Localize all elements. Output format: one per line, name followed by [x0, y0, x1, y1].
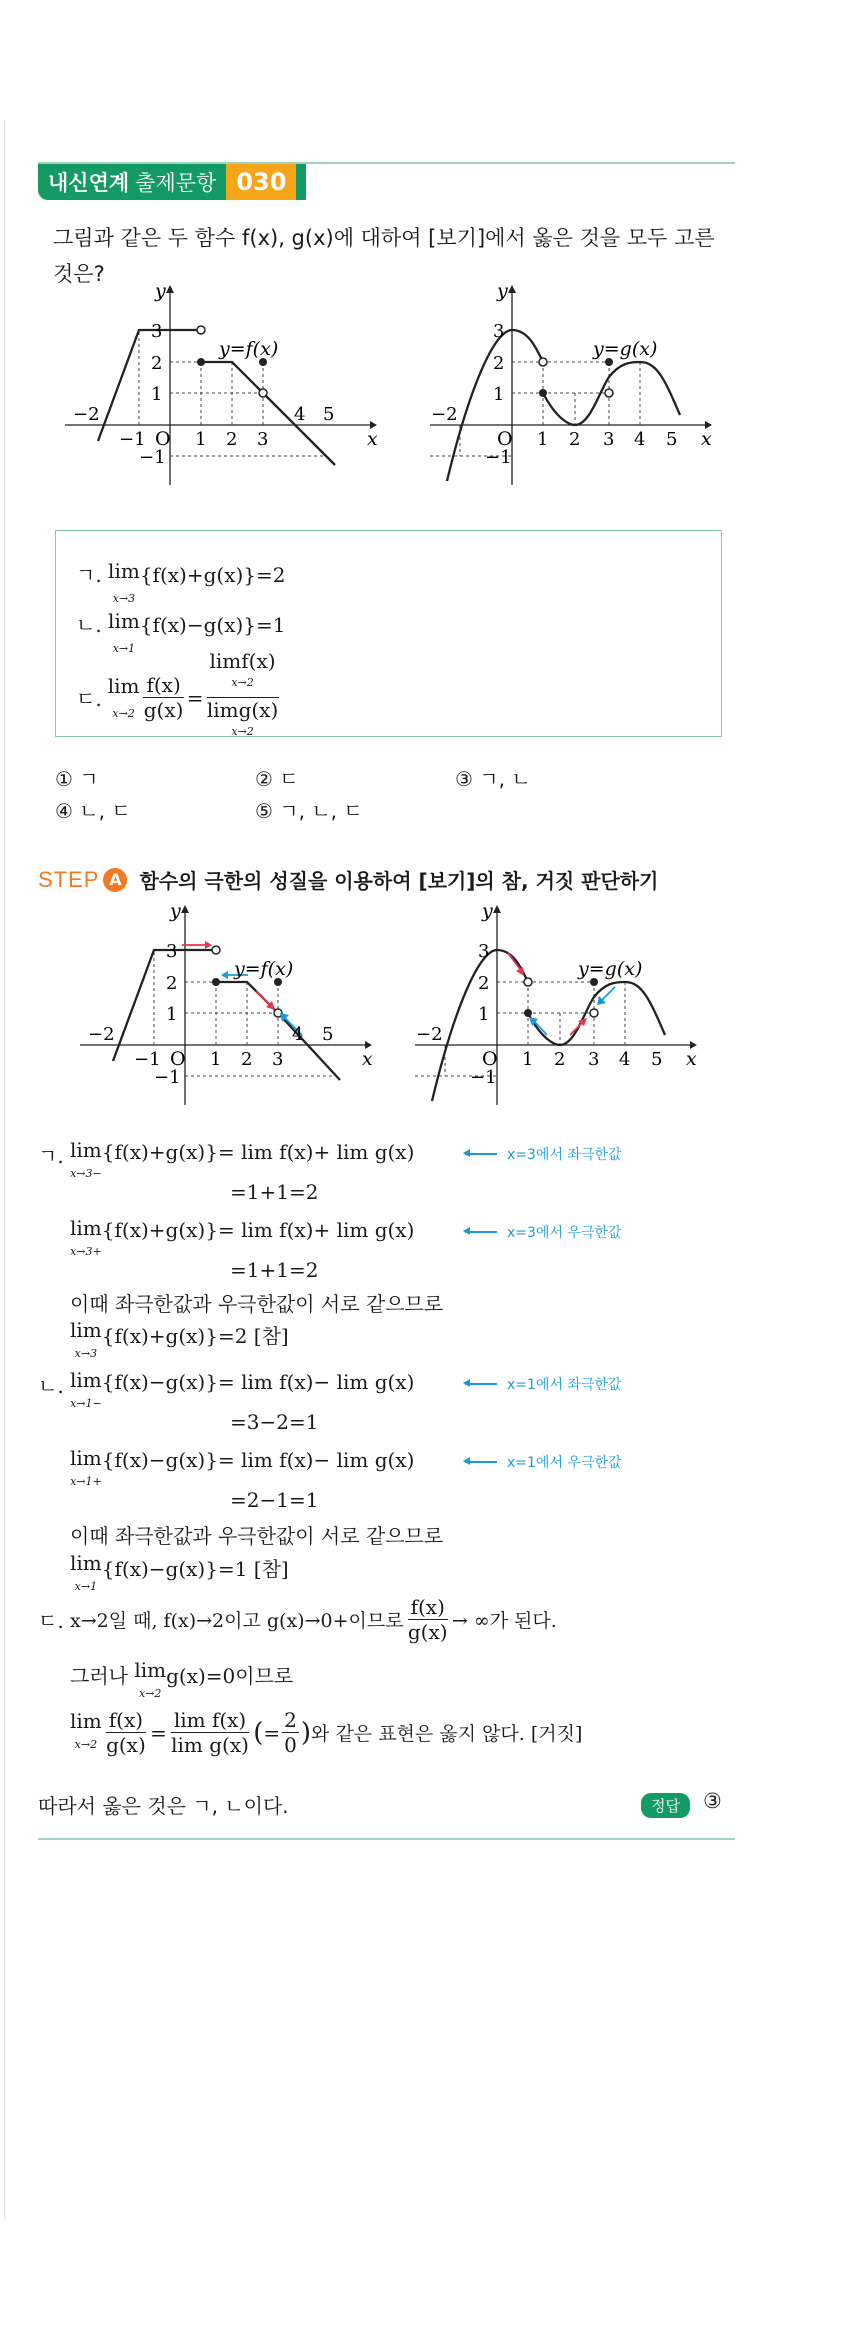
g-tick-y3: −1 [485, 447, 512, 468]
f-tick-x5: 4 [294, 404, 306, 425]
header-sub-label: 출제문항 [135, 171, 217, 195]
gs-tick-x4: 4 [619, 1049, 631, 1070]
g-y-label: y [497, 280, 508, 302]
graph-g-question [425, 280, 715, 495]
sol-b-mark: ㄴ. [38, 1374, 64, 1398]
g-title: y=g(x) [593, 338, 658, 360]
fs-tick-y1: 2 [166, 973, 178, 994]
graph-f-question [55, 280, 378, 495]
f-tick-x4: 3 [257, 429, 269, 450]
note-b1: x=1에서 좌극한값 [465, 1374, 622, 1394]
fs-tick-y2: 1 [166, 1004, 178, 1025]
choice-3[interactable]: ③ ㄱ, ㄴ [455, 767, 531, 791]
f-tick-x6: 5 [323, 404, 335, 425]
question-line-2: 것은? [53, 262, 105, 286]
bogi-item-1: ㄱ. lim x→3{f(x)+g(x)}=2 [76, 559, 286, 605]
gs-tick-x2: 2 [554, 1049, 566, 1070]
gs-tick-x3: 3 [588, 1049, 600, 1070]
sol-c-line2: 그러나 lim x→2g(x)=0이므로 [70, 1658, 294, 1700]
f-tick-x0: −2 [73, 404, 100, 425]
answer-badge: 정답 [641, 1793, 690, 1818]
fs-tick-y0: 3 [166, 941, 178, 962]
gs-tick-x1: 1 [522, 1049, 534, 1070]
bogi-item-2: ㄴ. lim x→1{f(x)−g(x)}=1 [76, 609, 286, 655]
fs-tick-x6: 5 [322, 1024, 334, 1045]
choice-4[interactable]: ④ ㄴ, ㄷ [55, 799, 131, 823]
g-x-label: x [701, 428, 712, 450]
sol-b-line1: lim x→1−{f(x)−g(x)}= lim f(x)− lim g(x) [70, 1368, 415, 1410]
sol-b-conclusion: lim x→1{f(x)−g(x)}=1 [참] [70, 1551, 289, 1593]
g-tick-y2: 1 [493, 384, 505, 405]
sol-b-line2: lim x→1+{f(x)−g(x)}= lim f(x)− lim g(x) [70, 1446, 415, 1488]
question-text [53, 220, 723, 292]
problem-number: 030 [226, 164, 296, 200]
sol-b-res1: =3−2=1 [230, 1410, 319, 1434]
g-tick-x1: 1 [537, 429, 549, 450]
f-title: y=f(x) [219, 338, 279, 360]
g-tick-x5: 5 [666, 429, 678, 450]
answer-value: ③ [703, 1789, 722, 1813]
gs-title: y=g(x) [578, 958, 643, 980]
fs-tick-x0: −2 [88, 1024, 115, 1045]
f-tick-y1: 2 [151, 353, 163, 374]
g-tick-y0: 3 [493, 321, 505, 342]
f-origin: O [155, 428, 171, 450]
step-header [38, 865, 658, 894]
note-a2: x=3에서 우극한값 [465, 1222, 622, 1242]
gs-x-label: x [686, 1048, 697, 1070]
step-title: 함수의 극한의 성질을 이용하여 [보기]의 참, 거짓 판단하기 [139, 869, 659, 893]
f-tick-y0: 3 [151, 321, 163, 342]
gs-tick-y0: 3 [478, 941, 490, 962]
fs-tick-x4: 3 [272, 1049, 284, 1070]
fs-origin: O [170, 1048, 186, 1070]
choice-2[interactable]: ② ㄷ [255, 767, 299, 791]
gs-tick-x0: −2 [416, 1024, 443, 1045]
sol-a-res2: =1+1=2 [230, 1258, 319, 1282]
f-x-label: x [367, 428, 378, 450]
f-tick-x3: 2 [226, 429, 238, 450]
fs-tick-x5: 4 [292, 1024, 304, 1045]
g-tick-x2: 2 [569, 429, 581, 450]
f-tick-y2: 1 [151, 384, 163, 405]
graph-f-solution [70, 900, 390, 1115]
fs-y-label: y [170, 900, 181, 922]
graph-g-solution [410, 900, 700, 1115]
gs-tick-x5: 5 [651, 1049, 663, 1070]
g-tick-y1: 2 [493, 353, 505, 374]
step-badge: A [103, 868, 127, 892]
sol-c-line3: lim x→2 $\frac{f(x)}{g(x)}$ = $\frac{\text{lim f(x)}}{\text{lim g(x)}}$ ( = $\frac{2}{0}$ ) 와 같은 표현은 옳지 않다. [거짓] [70, 1708, 583, 1757]
sol-a-res1: =1+1=2 [230, 1180, 319, 1204]
sol-c-line1: x→2일 때, f(x)→2이고 g(x)→0+이므로 f(x) g(x) → ∞가 된다. [70, 1595, 557, 1644]
final-conclusion: 따라서 옳은 것은 ㄱ, ㄴ이다. [38, 1794, 289, 1818]
choice-1[interactable]: ① ㄱ [55, 767, 99, 791]
sol-b-res2: =2−1=1 [230, 1488, 319, 1512]
gs-tick-y1: 2 [478, 973, 490, 994]
g-tick-x4: 4 [634, 429, 646, 450]
header-tag-label: 내신연계 [48, 171, 130, 195]
sol-a-line1: lim x→3−{f(x)+g(x)}= lim f(x)+ lim g(x) [70, 1138, 415, 1180]
choice-5[interactable]: ⑤ ㄱ, ㄴ, ㄷ [255, 799, 363, 823]
fs-tick-x1: −1 [134, 1049, 161, 1070]
f-tick-y3: −1 [139, 447, 166, 468]
sol-a-line2: lim x→3+{f(x)+g(x)}= lim f(x)+ lim g(x) [70, 1216, 415, 1258]
page-margin-rule [4, 120, 5, 2220]
f-tick-x2: 1 [195, 429, 207, 450]
fs-x-label: x [362, 1048, 373, 1070]
sol-a-mark: ㄱ. [38, 1144, 64, 1168]
bogi-box [55, 530, 722, 737]
note-b2: x=1에서 우극한값 [465, 1452, 622, 1472]
bogi-item-3: ㄷ. lim x→2 $\frac{f(x)}{g(x)}$ = limf(x) $^{x\to 2}$ limg(x) $^{x\to 2}$ [76, 649, 279, 738]
g-tick-x0: −2 [431, 404, 458, 425]
g-origin: O [497, 428, 513, 450]
footer-rule [38, 1838, 735, 1840]
sol-a-text: 이때 좌극한값과 우극한값이 서로 같으므로 [70, 1292, 444, 1316]
f-y-label: y [155, 280, 166, 302]
fs-title: y=f(x) [234, 958, 294, 980]
sol-a-conclusion: lim x→3{f(x)+g(x)}=2 [참] [70, 1318, 289, 1360]
g-tick-x3: 3 [603, 429, 615, 450]
step-label: STEP [38, 866, 100, 892]
gs-tick-y2: 1 [478, 1004, 490, 1025]
gs-y-label: y [482, 900, 493, 922]
sol-c-mark: ㄷ. [38, 1609, 64, 1633]
fs-tick-y3: −1 [154, 1067, 181, 1088]
note-a1: x=3에서 좌극한값 [465, 1144, 622, 1164]
gs-tick-y3: −1 [470, 1067, 497, 1088]
question-line-1: 그림과 같은 두 함수 f(x), g(x)에 대하여 [보기]에서 옳은 것을 모두 고른 [53, 226, 715, 250]
f-tick-x1: −1 [119, 429, 146, 450]
gs-origin: O [482, 1048, 498, 1070]
fs-tick-x3: 2 [241, 1049, 253, 1070]
sol-b-text: 이때 좌극한값과 우극한값이 서로 같으므로 [70, 1524, 444, 1548]
fs-tick-x2: 1 [210, 1049, 222, 1070]
problem-header-tag [38, 164, 306, 200]
